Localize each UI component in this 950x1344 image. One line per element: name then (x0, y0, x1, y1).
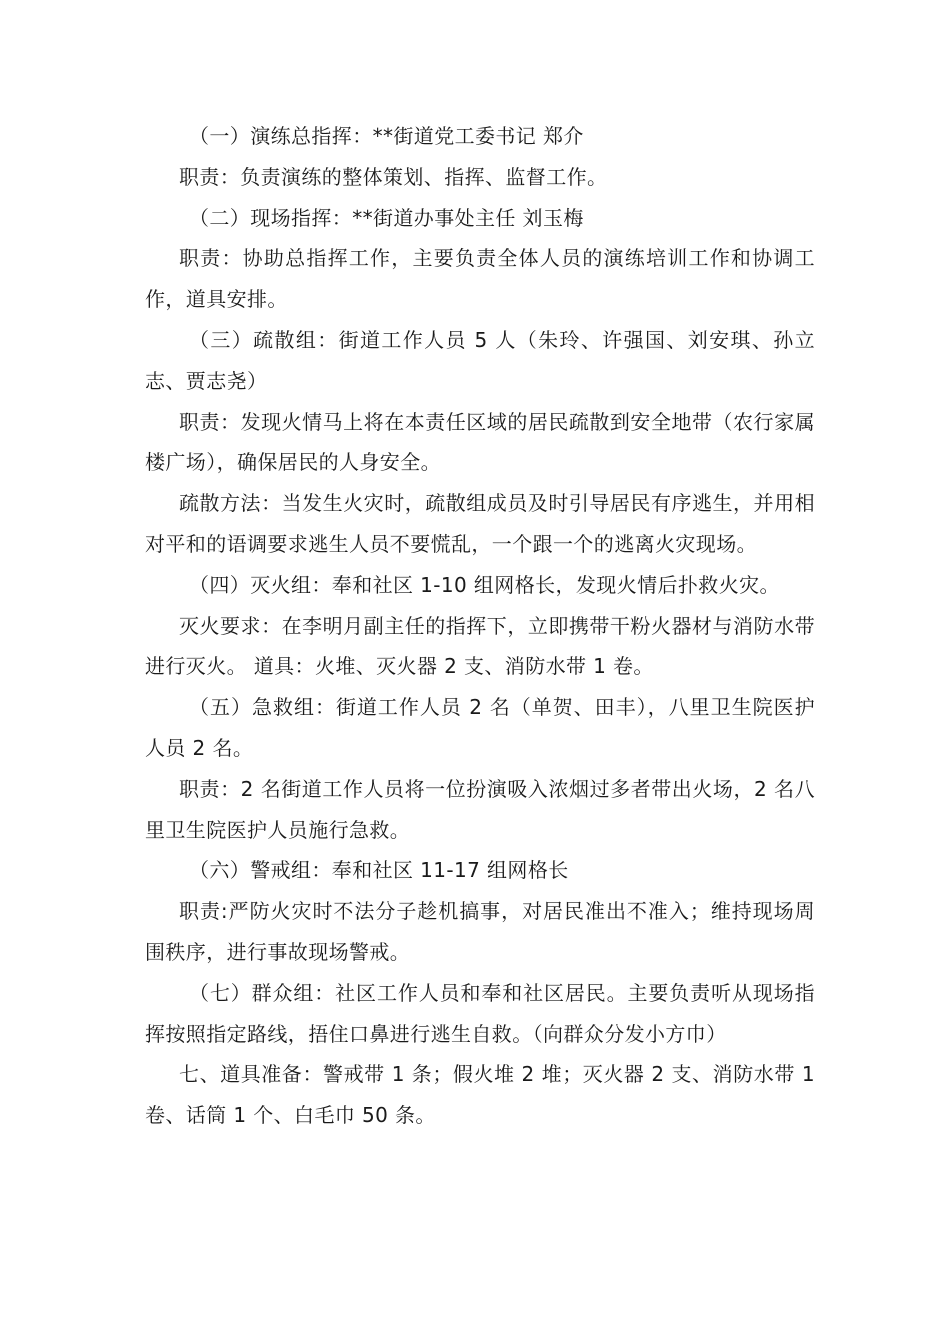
paragraph-firefighting-requirement: 灭火要求：在李明月副主任的指挥下，立即携带干粉火器材与消防水带进行灭火。 道具：火堆、灭火器 2 支、消防水带 1 卷。 (145, 613, 815, 679)
paragraph-site-commander: （二）现场指挥：**街道办事处主任 刘玉梅 (189, 205, 584, 230)
paragraph-public-group: （七）群众组：社区工作人员和奉和社区居民。主要负责听从现场指挥按照指定路线，捂住口鼻进行逃生自救。（向群众分发小方巾） (145, 980, 815, 1046)
paragraph-security-group: （六）警戒组：奉和社区 11-17 组网格长 (189, 858, 569, 883)
paragraph-evacuation-duty: 职责：发现火情马上将在本责任区域的居民疏散到安全地带（农行家属楼广场），确保居民的人身安全。 (145, 409, 815, 475)
paragraph-first-aid-group: （五）急救组：街道工作人员 2 名（单贺、田丰），八里卫生院医护人员 2 名。 (145, 695, 815, 760)
paragraph-evacuation-method: 疏散方法：当发生火灾时，疏散组成员及时引导居民有序逃生，并用相对平和的语调要求逃生人员不要慌乱，一个跟一个的逃离火灾现场。 (145, 491, 815, 556)
document-body (145, 116, 815, 1136)
paragraph-site-commander-duty: 职责：协助总指挥工作，主要负责全体人员的演练培训工作和协调工作，道具安排。 (145, 246, 815, 312)
paragraph-commander-in-chief-duty: 职责：负责演练的整体策划、指挥、监督工作。 (179, 164, 608, 189)
paragraph-security-duty: 职责:严防火灾时不法分子趁机搞事，对居民准出不准入；维持现场周围秩序，进行事故现场警戒。 (145, 899, 815, 964)
paragraph-first-aid-duty: 职责：2 名街道工作人员将一位扮演吸入浓烟过多者带出火场，2 名八里卫生院医护人员施行急救。 (145, 776, 815, 842)
paragraph-commander-in-chief: （一）演练总指挥：**街道党工委书记 郑介 (189, 124, 584, 148)
paragraph-props-preparation: 七、道具准备：警戒带 1 条；假火堆 2 堆；灭火器 2 支、消防水带 1 卷、话筒 1 个、白毛巾 50 条。 (145, 1062, 815, 1128)
paragraph-firefighting-group: （四）灭火组：奉和社区 1-10 组网格长，发现火情后扑救火灾。 (189, 572, 780, 597)
paragraph-evacuation-group: （三）疏散组：街道工作人员 5 人（朱玲、许强国、刘安琪、孙立志、贾志尧） (145, 327, 815, 393)
